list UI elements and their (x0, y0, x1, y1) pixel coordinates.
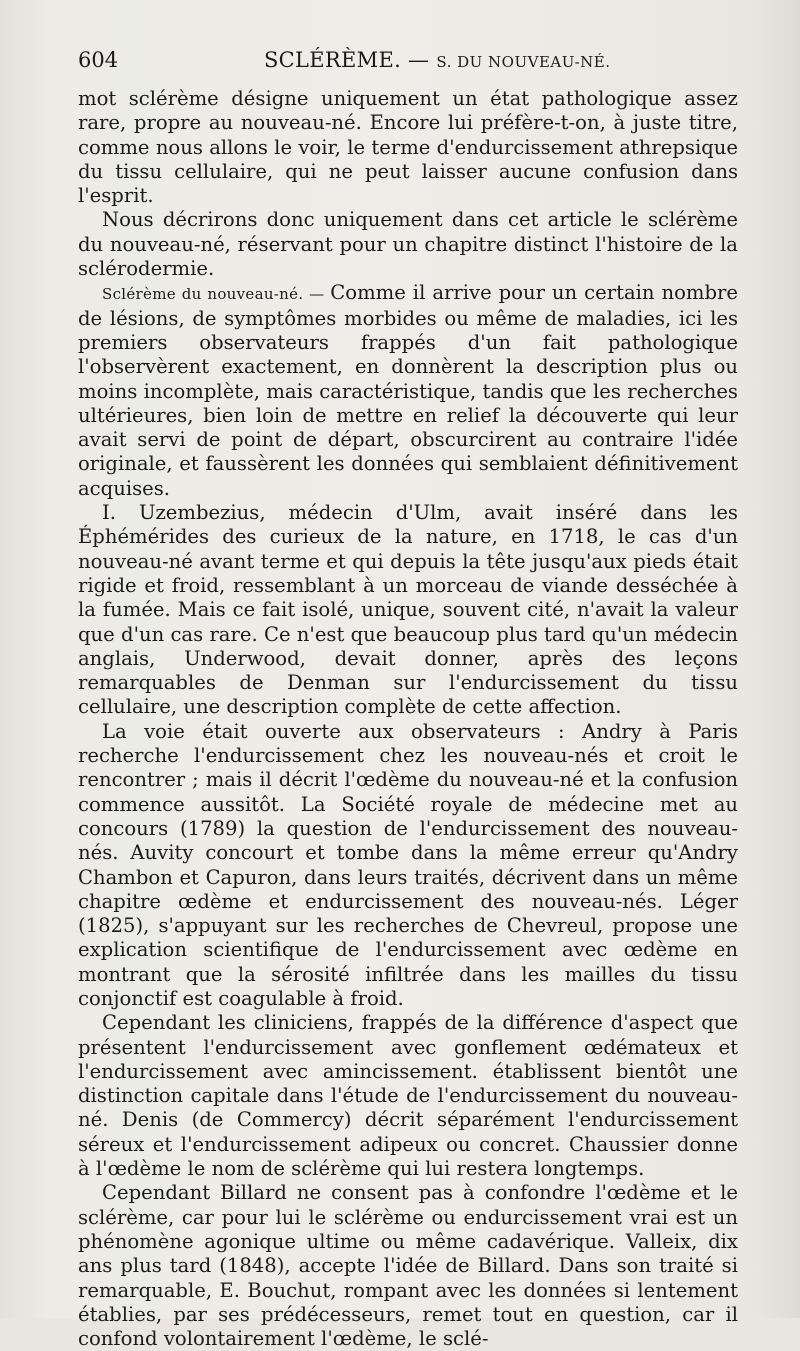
paragraph-2: Nous décrirons donc uniquement dans cet article le sclérème du nouveau-né, réservant pour un chapitre distinct l'histoire de la sclérodermie. (78, 208, 738, 281)
paragraph-5: La voie était ouverte aux observateurs : Andry à Paris recherche l'endurcissement chez les nouveau-nés et croit le rencontrer ; mais il décrit l'œdème du nouveau-né et la confusion commence aussitôt. La Société royale de médecine met au concours (1789) la question de l'endurcissement des nouveau-nés. Auvity concourt et tombe dans la même erreur qu'Andry Chambon et Capuron, dans leurs traités, décrivent dans un même chapitre œdème et endurcissement des nouveau-nés. Léger (1825), s'appuyant sur les recherches de Chevreul, propose une explication scientifique de l'endurcissement avec œdème en montrant que la sérosité infiltrée dans les mailles du tissu conjonctif est coagulable à froid. (78, 719, 738, 1010)
paragraph-7: Cependant Billard ne consent pas à confondre l'œdème et le sclérème, car pour lui le sclérème ou endurcissement vrai est un phénomène agonique ultime ou même cadavérique. Valleix, dix ans plus tard (1848), accepte l'idée de Billard. Dans son traité si remarquable, E. Bouchut, rompant avec les données si lentement établies, par ses prédécesseurs, remet tout en question, car il confond volontairement l'œdème, le sclé- (78, 1181, 738, 1351)
page-number: 604 (78, 48, 119, 72)
running-title-main: SCLÉRÈME. — (264, 48, 437, 72)
paragraph-6: Cependant les cliniciens, frappés de la différence d'aspect que présentent l'endurcissement avec gonflement œdémateux et l'endurcissement avec amincissement. établissent bientôt une distinction capitale dans l'étude de l'endurcissement du nouveau-né. Denis (de Commercy) décrit séparément l'endurcissement séreux et l'endurcissement adipeux ou concret. Chaussier donne à l'œdème le nom de sclérème qui lui restera longtemps. (78, 1011, 738, 1181)
paragraph-3 (78, 281, 738, 501)
paragraph-3-text: Comme il arrive pour un certain nombre de lésions, de symptômes morbides ou même de maladies, ici les premiers observateurs frappés d'un fait pathologique l'observèrent exactement, en donnèrent la description plus ou moins incomplète, mais caractéristique, tandis que les recherches ultérieures, bien loin de mettre en relief la découverte qui leur avait servi de point de départ, obscurcirent au contraire l'idée originale, et faussèrent les données qui semblaient définitivement acquises. (78, 281, 738, 500)
paragraph-1: mot sclérème désigne uniquement un état pathologique assez rare, propre au nouveau-né. Encore lui préfère-t-on, à juste titre, comme nous allons le voir, le terme d'endurcissement athrepsique du tissu cellulaire, qui ne peut laisser aucune confusion dans l'esprit. (78, 87, 738, 208)
running-title-sub: S. DU NOUVEAU-NÉ. (436, 53, 611, 71)
page-body-text (78, 87, 738, 1351)
running-title (264, 48, 611, 72)
page-header (78, 48, 738, 84)
section-heading: Sclérème du nouveau-né. — (102, 285, 331, 304)
paragraph-4: I. Uzembezius, médecin d'Ulm, avait inséré dans les Éphémérides des curieux de la nature, en 1718, le cas d'un nouveau-né avant terme et qui depuis la tête jusqu'aux pieds était rigide et froid, ressemblant à un morceau de viande desséchée à la fumée. Mais ce fait isolé, unique, souvent cité, n'avait la valeur que d'un cas rare. Ce n'est que beaucoup plus tard qu'un médecin anglais, Underwood, devait donner, après des leçons remarquables de Denman sur l'endurcissement du tissu cellulaire, une description complète de cette affection. (78, 501, 738, 719)
